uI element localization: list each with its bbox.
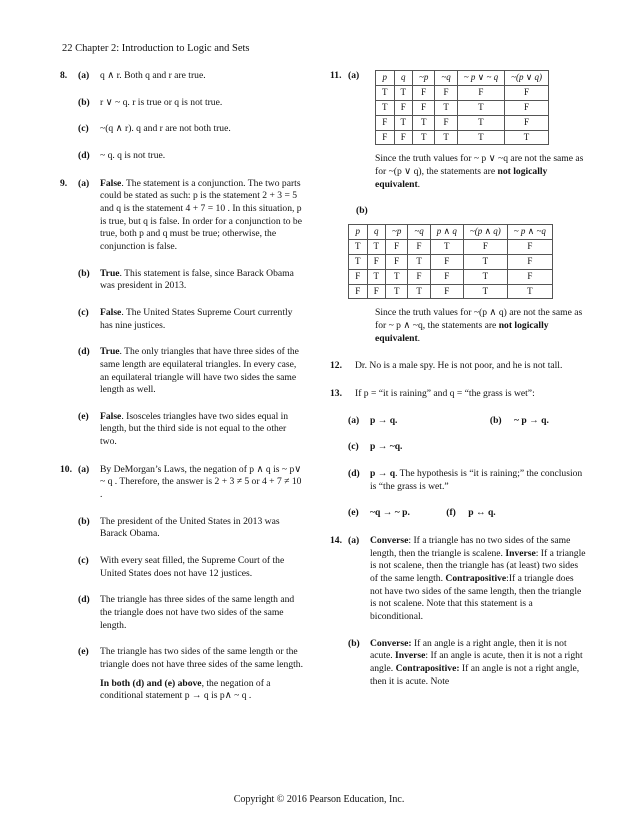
table-cell: T bbox=[349, 254, 368, 269]
part-13d: (d) p → q. The hypothesis is “it is raining;” the conclusion is “the grass is wet.” bbox=[348, 467, 585, 492]
part-11a: (a) p q ~p ~q ~ p ∨ ~ q ~(p ∨ q) T T F F F F T F F T T F F T T F T F F F T T T T Since the truth values for ~ p ∨ ~q are not the same as for ~(p ∨ q), the statements are not logically equivalent. bbox=[330, 70, 588, 191]
table-header: p bbox=[349, 225, 368, 240]
table-header: ~ p ∧ ~q bbox=[507, 225, 552, 240]
page-footer: Copyright © 2016 Pearson Education, Inc. bbox=[233, 794, 405, 805]
table-cell: F bbox=[507, 254, 552, 269]
part-9a: (a) False. The statement is a conjunction. The two parts could be stated as such: p is the statement 2 + 3 = 5 and q is the statement 4 + 7 = 10 . In this situation, p is true, but q is false. In order for a conjunction to be true, both p and q must be true; otherwise, the conjunction is false. bbox=[78, 177, 305, 252]
part-14b: (b) Converse: If an angle is a right angle, then it is not acute. Inverse: If an angle is acute, then it is not a right angle. Contrapositive: If an angle is not a right angle, then it is acute. Note bbox=[348, 637, 586, 687]
table-header: p bbox=[376, 71, 395, 86]
part-10b: (b) The president of the United States in 2013 was Barack Obama. bbox=[78, 515, 282, 540]
part-13c: (c) p → ~q. bbox=[348, 441, 403, 453]
part-8c: (c) ~(q ∧ r). q and r are not both true. bbox=[78, 123, 231, 135]
part-14a: (a) Converse: If a triangle has no two sides of the same length, then the triangle is scalene. Inverse: If a triangle is not scalene, then the triangle has (at least) two sides of the same length. Contrapositive:If a triangle does not have two sides of the same length, then the triangle is not scalene. Note that this statement is a biconditional. bbox=[348, 534, 588, 622]
table-cell: F bbox=[430, 254, 463, 269]
table-header: ~ p ∨ ~ q bbox=[457, 71, 504, 86]
table-cell: T bbox=[435, 100, 457, 115]
table-cell: T bbox=[367, 239, 386, 254]
table-cell: F bbox=[430, 269, 463, 284]
table-cell: F bbox=[394, 130, 413, 145]
table-cell: T bbox=[457, 115, 504, 130]
table-cell: T bbox=[413, 115, 435, 130]
problem-10 bbox=[60, 464, 303, 703]
problem-13: 13. If p = “it is raining” and q = “the grass is wet”: (a) p → q. (b) ~ p → q. (c) p → ~q. (d) p → q. The hypothesis is “it is raining;” the conclusion is “the grass is wet.” (e) ~q → ~ p. (f) p ↔ q. bbox=[330, 388, 588, 520]
part-10d: (d) The triangle has three sides of the same length and the triangle does not have two sides of the same length. bbox=[78, 594, 297, 631]
table-cell: F bbox=[349, 269, 368, 284]
problem-number: 14. bbox=[330, 534, 342, 546]
problem-9 bbox=[60, 178, 303, 449]
problem-number: 9. bbox=[60, 177, 68, 189]
table-cell: T bbox=[394, 85, 413, 100]
part-8d: (d) ~ q. q is not true. bbox=[78, 149, 166, 161]
table-cell: F bbox=[463, 239, 507, 254]
note-10: In both (d) and (e) above, the negation of a conditional statement p → q is p∧ ~ q . bbox=[100, 677, 273, 702]
table-cell: T bbox=[457, 100, 504, 115]
problem-11 bbox=[330, 70, 588, 345]
part-9e: (e) False. Isosceles triangles have two sides equal in length, but the third side is not equal to the other two. bbox=[78, 410, 291, 448]
table-cell: F bbox=[413, 100, 435, 115]
table-cell: T bbox=[430, 239, 463, 254]
page-header: 22 Chapter 2: Introduction to Logic and Sets bbox=[62, 43, 250, 54]
table-cell: F bbox=[505, 115, 549, 130]
table-cell: T bbox=[463, 254, 507, 269]
problem-number: 12. bbox=[330, 360, 342, 372]
table-cell: T bbox=[367, 269, 386, 284]
table-cell: F bbox=[349, 284, 368, 299]
table-cell: T bbox=[463, 269, 507, 284]
table-cell: T bbox=[457, 130, 504, 145]
part-10c: (c) With every seat filled, the Supreme Court of the United States does not have 12 justices. bbox=[78, 555, 287, 579]
table-row bbox=[376, 130, 549, 145]
part-10e: (e) The triangle has two sides of the same length or the triangle does not have three sides of the same length. bbox=[78, 646, 304, 670]
table-row bbox=[376, 100, 549, 115]
table-cell: F bbox=[457, 85, 504, 100]
table-row bbox=[349, 269, 553, 284]
table-cell: F bbox=[376, 115, 395, 130]
problem-number: 13. bbox=[330, 388, 342, 399]
table-cell: F bbox=[394, 100, 413, 115]
table-cell: T bbox=[349, 239, 368, 254]
problem-number: 10. bbox=[60, 463, 72, 475]
table-cell: T bbox=[386, 269, 408, 284]
problem-8 bbox=[60, 70, 303, 163]
problem-number: 8. bbox=[60, 70, 68, 81]
table-header: ~p bbox=[413, 71, 435, 86]
right-column bbox=[330, 70, 588, 703]
table-cell: F bbox=[507, 239, 552, 254]
table-cell: F bbox=[408, 239, 430, 254]
table-cell: F bbox=[505, 85, 549, 100]
table-cell: T bbox=[408, 254, 430, 269]
truth-table-b bbox=[348, 224, 553, 299]
table-header: ~(p ∧ q) bbox=[463, 225, 507, 240]
table-cell: F bbox=[435, 115, 457, 130]
table-cell: F bbox=[435, 85, 457, 100]
part-9b: (b) True. This statement is false, since Barack Obama was president in 2013. bbox=[78, 267, 297, 292]
table-cell: F bbox=[367, 284, 386, 299]
table-cell: T bbox=[394, 115, 413, 130]
table-cell: F bbox=[507, 269, 552, 284]
table-header: p ∧ q bbox=[430, 225, 463, 240]
table-header: ~q bbox=[408, 225, 430, 240]
table-header: ~(p ∨ q) bbox=[505, 71, 549, 86]
table-header: q bbox=[367, 225, 386, 240]
table-row bbox=[376, 85, 549, 100]
table-cell: T bbox=[376, 85, 395, 100]
table-header: ~q bbox=[435, 71, 457, 86]
table-cell: F bbox=[386, 239, 408, 254]
table-row bbox=[349, 254, 553, 269]
problem-number: 11. bbox=[330, 70, 342, 81]
part-9c: (c) False. The United States Supreme Court currently has nine justices. bbox=[78, 306, 295, 331]
table-row bbox=[376, 115, 549, 130]
truth-table-a bbox=[375, 70, 549, 145]
table-cell: T bbox=[463, 284, 507, 299]
problem-14 bbox=[330, 535, 588, 688]
table-header: ~p bbox=[386, 225, 408, 240]
table-cell: F bbox=[376, 130, 395, 145]
table-row bbox=[349, 284, 553, 299]
table-cell: T bbox=[408, 284, 430, 299]
table-cell: F bbox=[386, 254, 408, 269]
table-cell: T bbox=[507, 284, 552, 299]
part-13ab: (a) p → q. (b) ~ p → q. bbox=[348, 414, 549, 426]
conclusion-11b: Since the truth values for ~(p ∧ q) are not the same as for ~ p ∧ ~q, the statements are not logically equivalent. bbox=[375, 307, 585, 344]
table-cell: F bbox=[505, 100, 549, 115]
problem-12: 12. Dr. No is a male spy. He is not poor, and he is not tall. bbox=[330, 360, 563, 372]
table-cell: F bbox=[430, 284, 463, 299]
table-cell: F bbox=[413, 85, 435, 100]
table-cell: T bbox=[505, 130, 549, 145]
table-header: q bbox=[394, 71, 413, 86]
part-8a: (a) q ∧ r. Both q and r are true. bbox=[78, 70, 206, 81]
table-cell: T bbox=[376, 100, 395, 115]
table-cell: T bbox=[413, 130, 435, 145]
part-8b: (b) r ∨ ~ q. r is true or q is not true. bbox=[78, 96, 223, 108]
table-cell: T bbox=[386, 284, 408, 299]
part-10a: (a) By DeMorgan’s Laws, the negation of p ∧ q is ~ p∨ ~ q . Therefore, the answer is 2 + 3 ≠ 5 or 4 + 7 ≠ 10 . bbox=[78, 463, 304, 501]
table-row bbox=[349, 239, 553, 254]
table-cell: T bbox=[435, 130, 457, 145]
left-column bbox=[60, 70, 303, 718]
table-cell: F bbox=[367, 254, 386, 269]
table-cell: F bbox=[408, 269, 430, 284]
part-9d: (d) True. The only triangles that have three sides of the same length are equilateral triangles. In every case, an equilateral triangle will have two sides the same length as well. bbox=[78, 346, 302, 396]
part-11b: (b) p q ~p ~q p ∧ q ~(p ∧ q) ~ p ∧ ~q T T F F T F F T F F T F T F F T T F F T F F F T T F T T Since the truth values for ~(p ∧ q) are not the same as for ~ p ∧ ~q, the statements are not logically equivalent. bbox=[330, 205, 588, 345]
conclusion-11a: Since the truth values for ~ p ∨ ~q are not the same as for ~(p ∨ q), the statements are not logically equivalent. bbox=[375, 153, 586, 190]
part-13ef: (e) ~q → ~ p. (f) p ↔ q. bbox=[348, 507, 496, 519]
